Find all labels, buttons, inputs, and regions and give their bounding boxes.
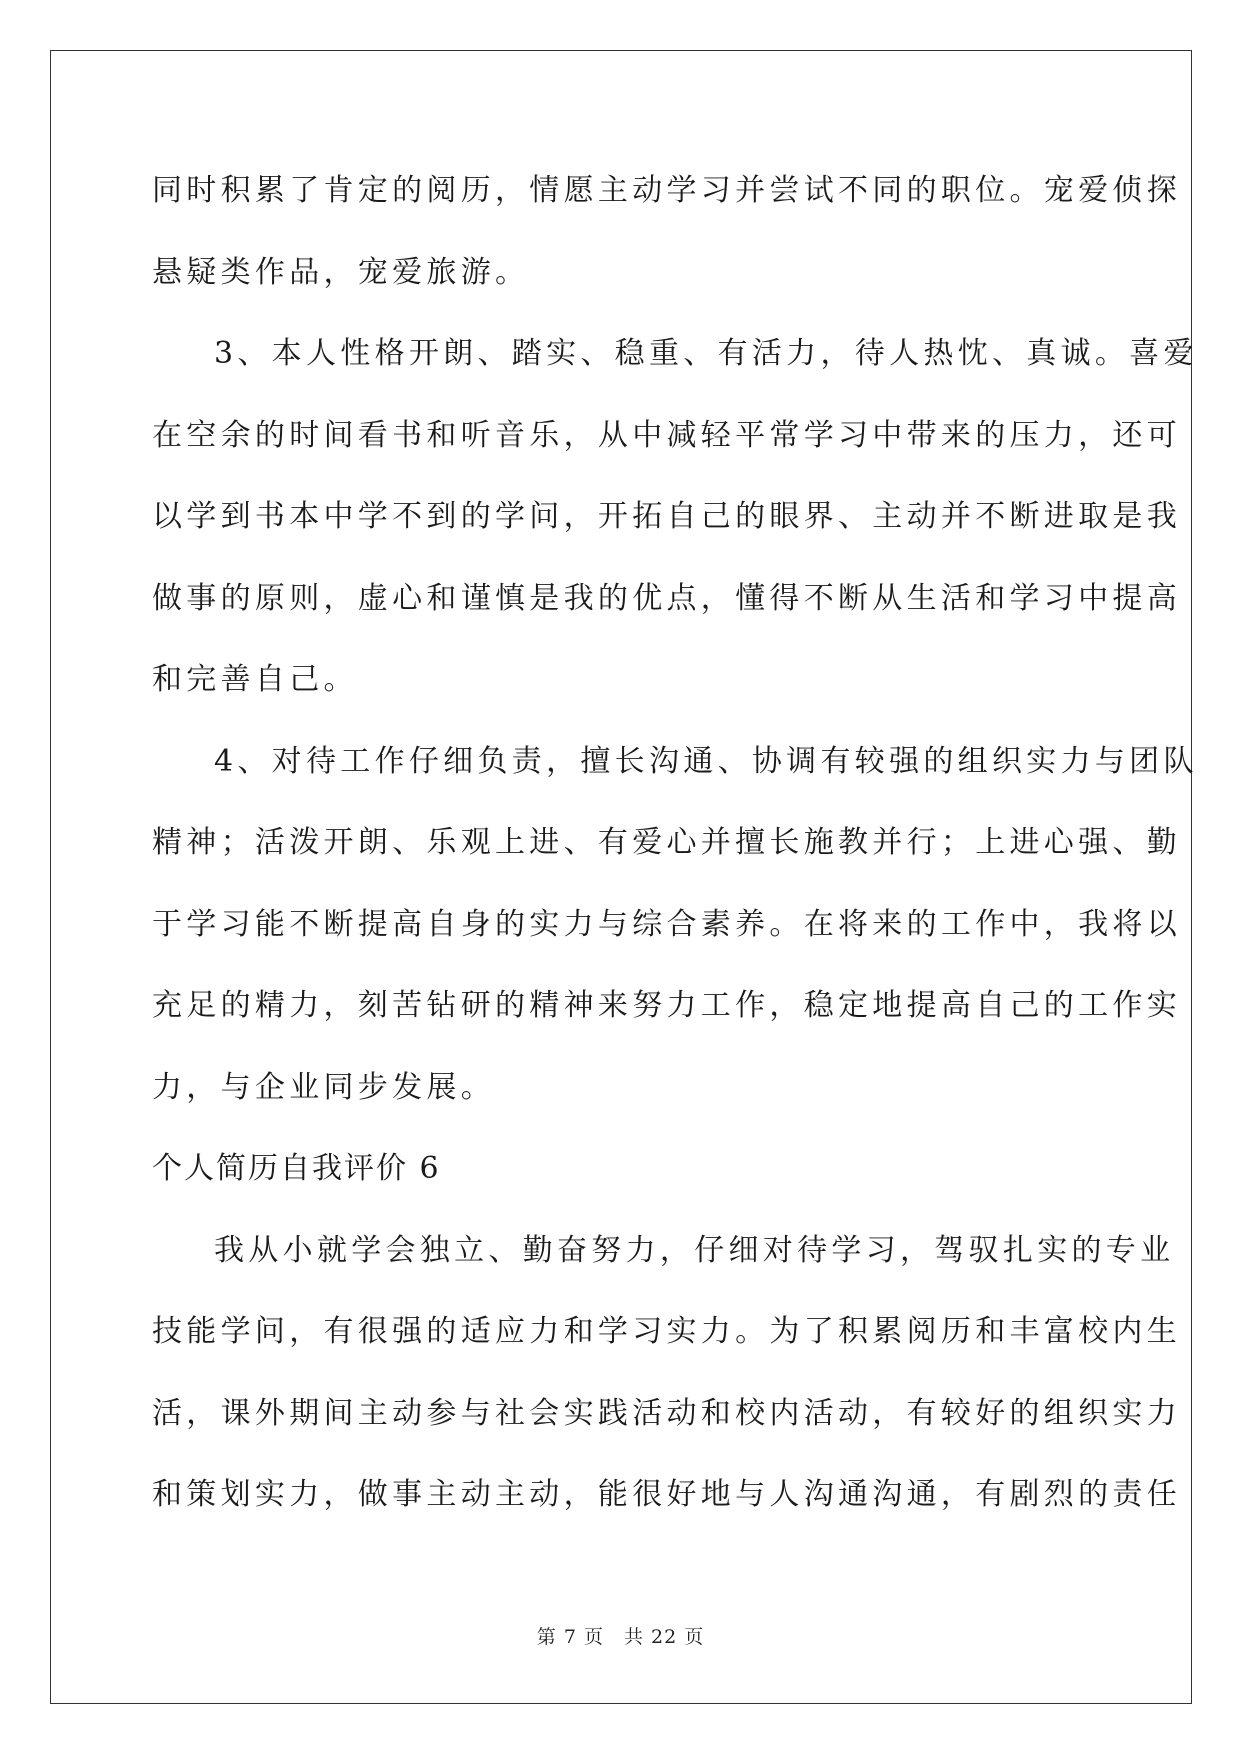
page-footer (0, 1622, 1241, 1649)
page-number: 第 7 页 (536, 1626, 604, 1648)
text-line: 活，课外期间主动参与社会实践活动和校内活动，有较好的组织实力 (152, 1395, 1181, 1431)
text-line: 和策划实力，做事主动主动，能很好地与人沟通沟通，有剧烈的责任 (152, 1477, 1181, 1512)
page-total: 共 22 页 (623, 1626, 705, 1648)
text-line: 做事的原则，虚心和谨慎是我的优点，懂得不断从生活和学习中提高 (152, 580, 1181, 616)
text-line: 于学习能不断提高自身的实力与综合素养。在将来的工作中，我将以 (152, 906, 1181, 942)
document-body (152, 150, 1198, 1536)
text-line: 在空余的时间看书和听音乐，从中减轻平常学习中带来的压力，还可 (152, 417, 1181, 453)
text-line: 同时积累了肯定的阅历，情愿主动学习并尝试不同的职位。宠爱侦探 (152, 173, 1181, 208)
text-line: 以学到书本中学不到的学问，开拓自己的眼界、主动并不断进取是我 (152, 499, 1181, 534)
text-line: 充足的精力，刻苦钻研的精神来努力工作，稳定地提高自己的工作实 (152, 988, 1181, 1023)
paragraph-start: 3、本人性格开朗、踏实、稳重、有活力，待人热忱、真诚。喜爱 (214, 336, 1198, 371)
text-line: 力，与企业同步发展。 (152, 1069, 495, 1105)
text-line: 悬疑类作品，宠爱旅游。 (152, 254, 530, 290)
text-line: 技能学问，有很强的适应力和学习实力。为了积累阅历和丰富校内生 (152, 1314, 1181, 1349)
section-heading: 个人简历自我评价 6 (152, 1151, 441, 1186)
paragraph-start: 4、对待工作仔细负责，擅长沟通、协调有较强的组织实力与团队 (214, 743, 1198, 779)
text-line: 精神；活泼开朗、乐观上进、有爱心并擅长施教并行；上进心强、勤 (152, 825, 1181, 860)
text-line: 和完善自己。 (152, 662, 358, 697)
paragraph-start: 我从小就学会独立、勤奋努力，仔细对待学习，驾驭扎实的专业 (214, 1232, 1175, 1268)
